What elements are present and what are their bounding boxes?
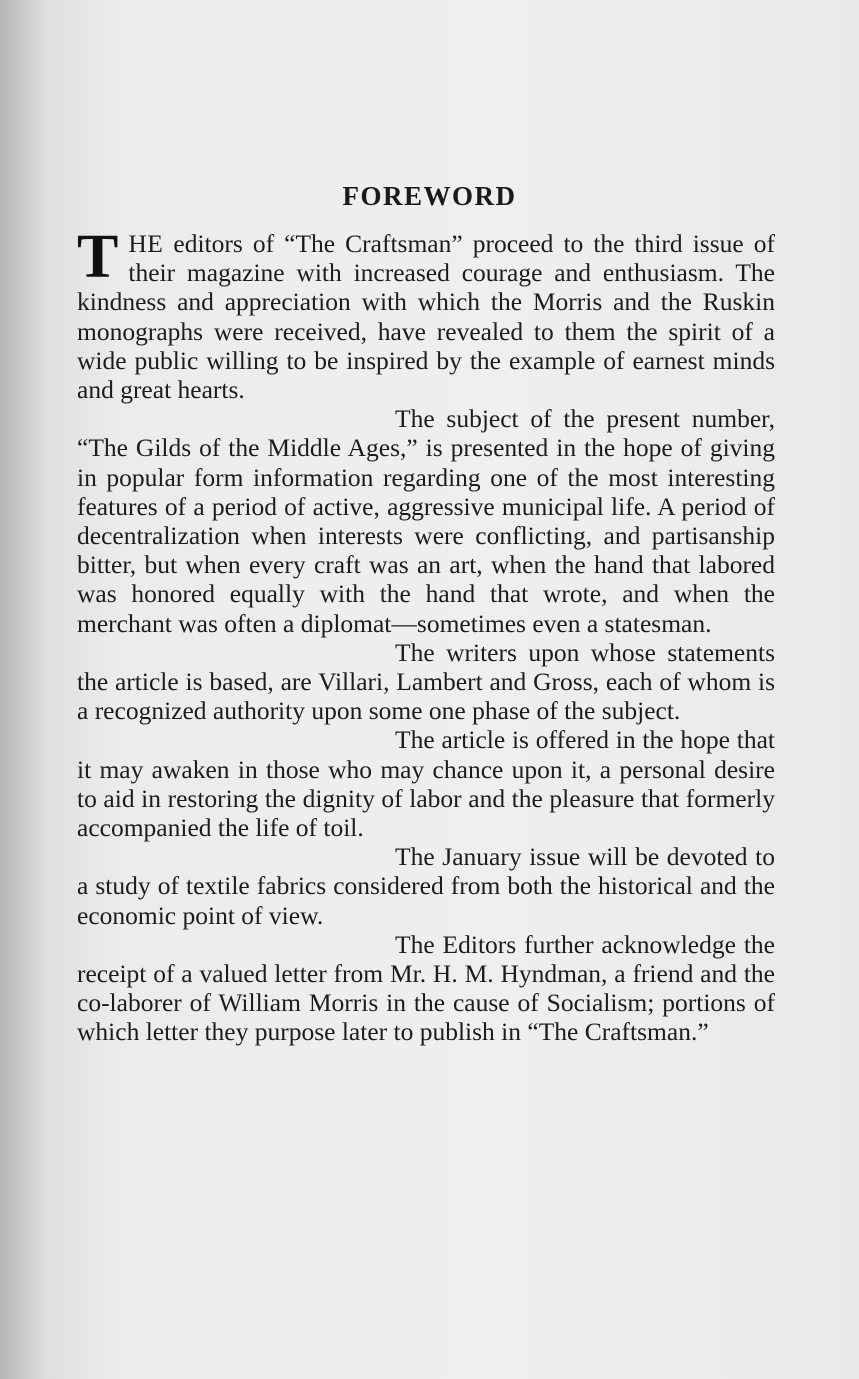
foreword-body bbox=[77, 223, 775, 1047]
paragraph-6: The Editors further acknowledge the receipt of a valued letter from Mr. H. M. Hyndman, a friend and the co-laborer of William Morris in the cause of Socialism; portions of which letter they purpose later to publish in “The Craftsman.” bbox=[77, 929, 775, 1047]
paragraph-1 bbox=[77, 223, 775, 405]
paragraph-4: The article is offered in the hope that it may awaken in those who may chance upon it, a personal desire to aid in restoring the dignity of labor and the pleasure that formerly accompanied the life of toil. bbox=[77, 725, 775, 843]
paragraph-1-text: editors of “The Craftsman” proceed to the third issue of their magazine with increased courage and enthusiasm. The kindness and appreciation with which the Morris and the Ruskin monographs were received, have revealed to them the spirit of a wide public willing to be inspired by the example of earnest minds and great hearts. bbox=[77, 229, 775, 405]
page-title: FOREWORD bbox=[342, 181, 517, 211]
drop-cap: T bbox=[77, 223, 119, 291]
paragraph-3: The writers upon whose statements the article is based, are Villari, Lambert and Gross, each of whom is a recognized authority upon some one phase of the subject. bbox=[77, 637, 775, 726]
paragraph-1-lead: HE bbox=[128, 229, 164, 258]
paragraph-5: The January issue will be devoted to a study of textile fabrics considered from both the historical and the economic point of view. bbox=[77, 842, 775, 930]
paragraph-2: The subject of the present number, “The Gilds of the Middle Ages,” is presented in the hope of giving in popular form information regarding one of the most interesting features of a period of active, aggressive municipal life. A period of decentralization when interests were conflicting, and partisanship bitter, but when every craft was an art, when the hand that labored was honored equally with the hand that wrote, and when the merchant was often a diplomat—sometimes even a statesman. bbox=[77, 404, 775, 638]
